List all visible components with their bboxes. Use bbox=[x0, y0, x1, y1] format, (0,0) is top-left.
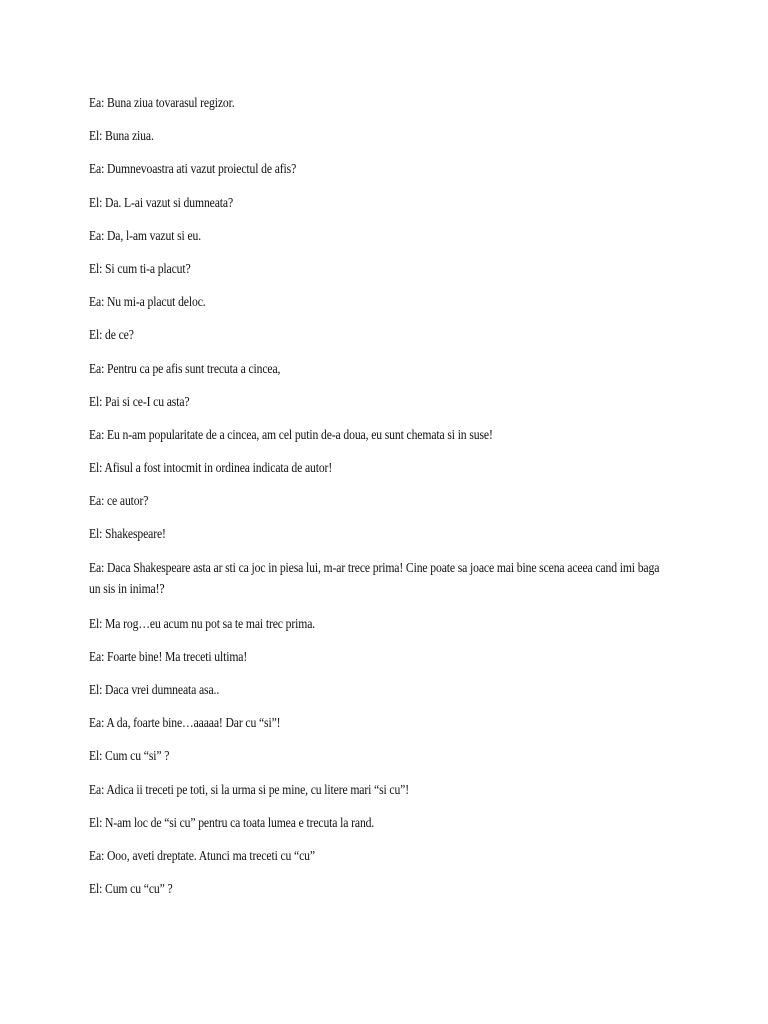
dialogue-line: Ea: Eu n-am popularitate de a cincea, am cel putin de-a doua, eu sunt chemata si in suse! bbox=[89, 426, 493, 442]
dialogue-line: El: de ce? bbox=[89, 327, 134, 343]
dialogue-line: Ea: ce autor? bbox=[89, 493, 149, 509]
dialogue-line: Ea: Foarte bine! Ma treceti ultima! bbox=[89, 648, 248, 664]
dialogue-line: El: Buna ziua. bbox=[89, 128, 154, 144]
dialogue-line: El: Cum cu “si” ? bbox=[89, 748, 170, 764]
dialogue-line: El: Shakespeare! bbox=[89, 526, 166, 542]
dialogue-line: El: Da. L-ai vazut si dumneata? bbox=[89, 194, 234, 210]
dialogue-line: El: Afisul a fost intocmit in ordinea indicata de autor! bbox=[89, 460, 333, 476]
dialogue-line: Ea: Da, l-am vazut si eu. bbox=[89, 227, 202, 243]
dialogue-body bbox=[89, 92, 669, 911]
dialogue-line: Ea: Buna ziua tovarasul regizor. bbox=[89, 95, 235, 110]
dialogue-line: Ea: A da, foarte bine…aaaaa! Dar cu “si”! bbox=[89, 715, 281, 731]
dialogue-line: Ea: Pentru ca pe afis sunt trecuta a cincea, bbox=[89, 360, 281, 376]
dialogue-line: Ea: Adica ii treceti pe toti, si la urma si pe mine, cu litere mari “si cu”! bbox=[89, 781, 410, 797]
dialogue-line: El: Si cum ti-a placut? bbox=[89, 260, 191, 276]
dialogue-line: El: Ma rog…eu acum nu pot sa te mai trec prima. bbox=[89, 615, 316, 631]
dialogue-line: Ea: Daca Shakespeare asta ar sti ca joc in piesa lui, m-ar trece prima! Cine poate sa joace mai bine scena aceea cand imi baga un sis in inima!? bbox=[89, 559, 660, 597]
dialogue-line: Ea: Ooo, aveti dreptate. Atunci ma treceti cu “cu” bbox=[89, 847, 315, 863]
dialogue-line: Ea: Nu mi-a placut deloc. bbox=[89, 294, 206, 310]
dialogue-line: El: Daca vrei dumneata asa.. bbox=[89, 682, 220, 697]
dialogue-line: El: Pai si ce-I cu asta? bbox=[89, 393, 190, 409]
dialogue-line: El: N-am loc de “si cu” pentru ca toata lumea e trecuta la rand. bbox=[89, 814, 375, 830]
dialogue-line: El: Cum cu “cu” ? bbox=[89, 881, 173, 897]
dialogue-line: Ea: Dumnevoastra ati vazut proiectul de afis? bbox=[89, 161, 297, 177]
